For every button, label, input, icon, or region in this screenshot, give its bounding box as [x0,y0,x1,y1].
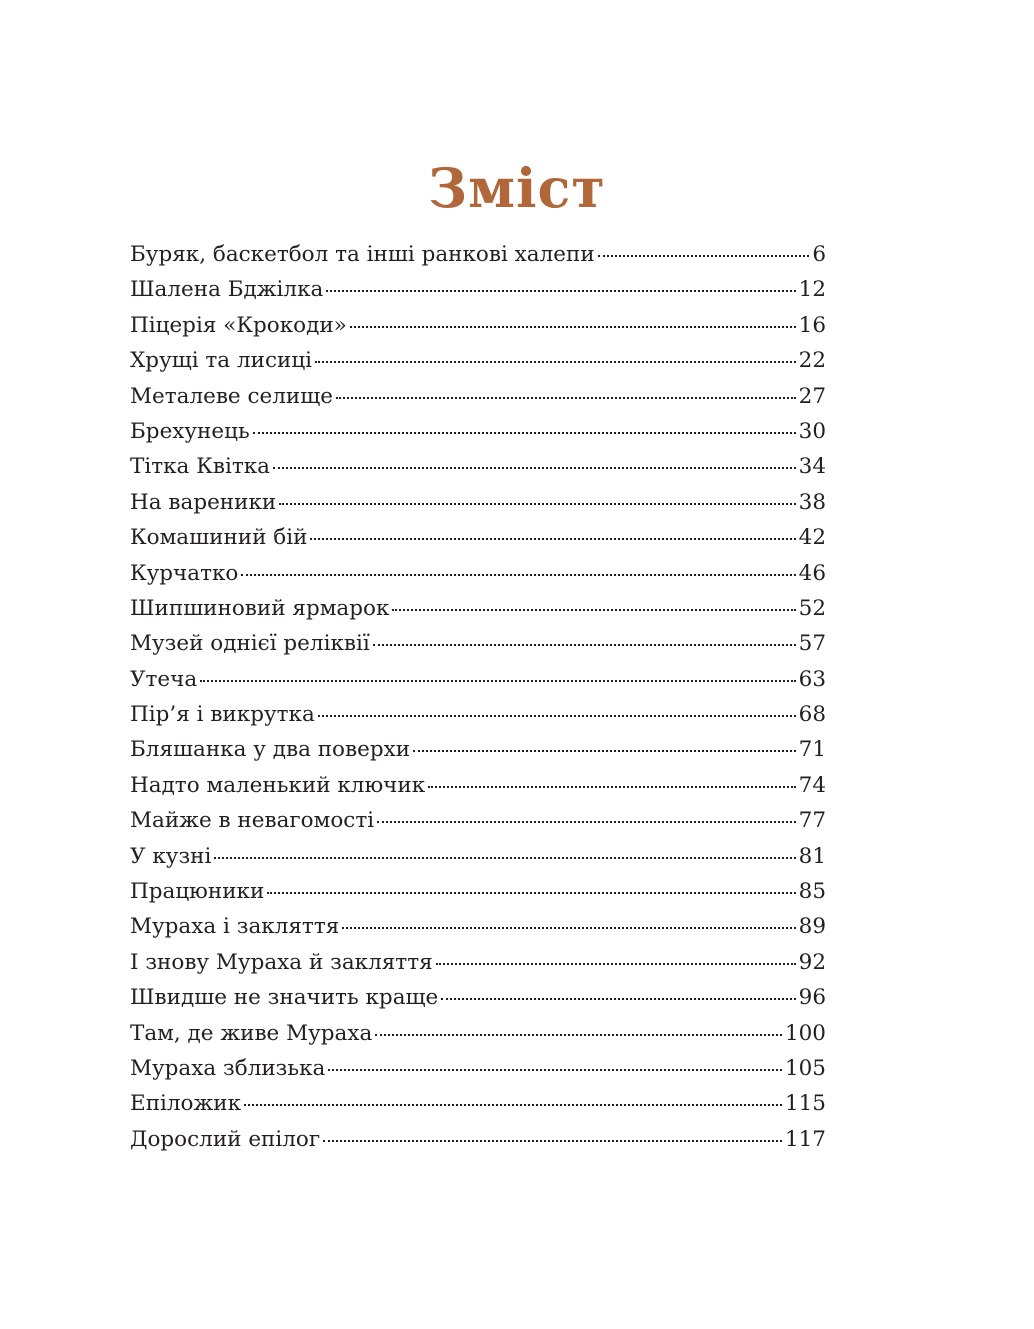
toc-entry-title: Тітка Квітка [130,454,270,480]
dot-leader [428,786,795,788]
toc-entry-page-number: 38 [798,489,826,515]
toc-entry [130,454,826,489]
dot-leader [318,715,796,717]
toc-entry-title: Хрущі та лисиці [130,348,313,374]
toc-entry-page-number: 57 [798,631,826,657]
dot-leader [350,326,796,328]
toc-entry-page-number: 27 [798,383,826,409]
dot-leader [328,1069,782,1071]
dot-leader [273,467,796,469]
toc-entry [130,879,826,914]
toc-entry-title: Шипшиновий ярмарок [130,595,390,621]
dot-leader [373,644,796,646]
dot-leader [342,927,795,929]
dot-leader [244,1104,782,1106]
toc-entry-page-number: 34 [798,454,826,480]
toc-entry-page-number: 6 [812,242,826,267]
toc-entry-page-number: 89 [798,914,826,940]
toc-entry [130,631,826,666]
dot-leader [392,609,795,611]
toc-entry-title: Піцерія «Крокоди» [130,312,347,338]
toc-entry-title: Майже в невагомості [130,808,375,834]
toc-entry [130,737,826,772]
dot-leader [326,290,795,292]
toc-entry-page-number: 115 [784,1091,826,1117]
toc-entry-page-number: 77 [798,808,826,834]
toc-entry-page-number: 30 [798,418,826,444]
toc-entry [130,702,826,737]
toc-entry-title: Мураха і закляття [130,914,340,940]
dot-leader [200,680,795,682]
toc-entry-title: І знову Мураха й закляття [130,949,433,975]
toc-entry-page-number: 74 [798,772,826,798]
dot-leader [375,1034,782,1036]
toc-entry-page-number: 96 [798,985,826,1011]
toc-entry-title: Бляшанка у два поверхи [130,737,411,763]
dot-leader [241,574,795,576]
toc-entry [130,348,826,383]
toc-entry [130,667,826,702]
toc-entry-title: Швидше не значить краще [130,985,439,1011]
dot-leader [315,361,796,363]
toc-entry [130,384,826,419]
dot-leader [214,857,795,859]
toc-entry [130,985,826,1020]
toc-entry-page-number: 16 [798,312,826,338]
toc-entry-title: Музей однієї реліквії [130,631,370,657]
toc-entry-page-number: 92 [798,949,826,975]
dot-leader [279,503,795,505]
toc-entry [130,242,826,277]
toc-entry-page-number: 12 [798,277,826,303]
dot-leader [267,892,795,894]
dot-leader [336,397,796,399]
toc-entry-page-number: 105 [784,1055,826,1081]
dot-leader [253,432,796,434]
dot-leader [436,963,796,965]
toc-entry-title: Брехунець [130,418,250,444]
toc-entry-title: Надто маленький ключик [130,772,426,798]
toc-entry-page-number: 52 [798,595,826,621]
toc-entry-page-number: 63 [798,666,826,692]
table-of-contents [130,242,826,1162]
toc-entry-page-number: 46 [798,560,826,586]
dot-leader [413,750,796,752]
toc-entry [130,313,826,348]
dot-leader [323,1140,782,1142]
toc-entry [130,773,826,808]
toc-entry-title: Дорослий епілог [130,1126,321,1152]
toc-entry [130,525,826,560]
toc-entry [130,419,826,454]
toc-entry [130,844,826,879]
toc-entry [130,950,826,985]
toc-entry-page-number: 117 [784,1126,826,1152]
toc-entry-page-number: 71 [798,737,826,763]
toc-entry [130,1091,826,1126]
toc-entry-title: Металеве селище [130,383,333,409]
toc-entry-title: Курчатко [130,560,239,586]
page-title: Зміст [428,156,606,220]
toc-entry [130,490,826,525]
toc-entry-page-number: 42 [798,525,826,551]
toc-entry [130,914,826,949]
toc-entry-title: Шалена Бджілка [130,277,324,303]
toc-entry-title: Мураха зблизька [130,1055,326,1081]
toc-entry-title: Епіложик [130,1091,242,1117]
toc-entry-page-number: 22 [798,348,826,374]
toc-entry-title: Комашиний бій [130,525,308,551]
toc-entry-page-number: 100 [784,1020,826,1046]
toc-entry-title: Працюники [130,879,265,905]
dot-leader [598,255,810,257]
toc-entry-title: Пір’я і викрутка [130,702,315,728]
dot-leader [441,998,795,1000]
toc-entry-title: На вареники [130,489,277,515]
toc-entry [130,277,826,312]
dot-leader [310,538,795,540]
toc-entry-title: Утеча [130,666,198,692]
toc-entry-page-number: 85 [798,879,826,905]
toc-entry [130,808,826,843]
toc-entry-title: Буряк, баскетбол та інші ранкові халепи [130,242,595,267]
toc-entry [130,1056,826,1091]
toc-entry-page-number: 68 [798,702,826,728]
toc-entry [130,561,826,596]
toc-entry-title: У кузні [130,843,212,869]
dot-leader [377,821,796,823]
toc-entry [130,1021,826,1056]
toc-entry [130,1127,826,1162]
toc-entry-title: Там, де живе Мураха [130,1020,373,1046]
toc-entry-page-number: 81 [798,843,826,869]
toc-entry [130,596,826,631]
